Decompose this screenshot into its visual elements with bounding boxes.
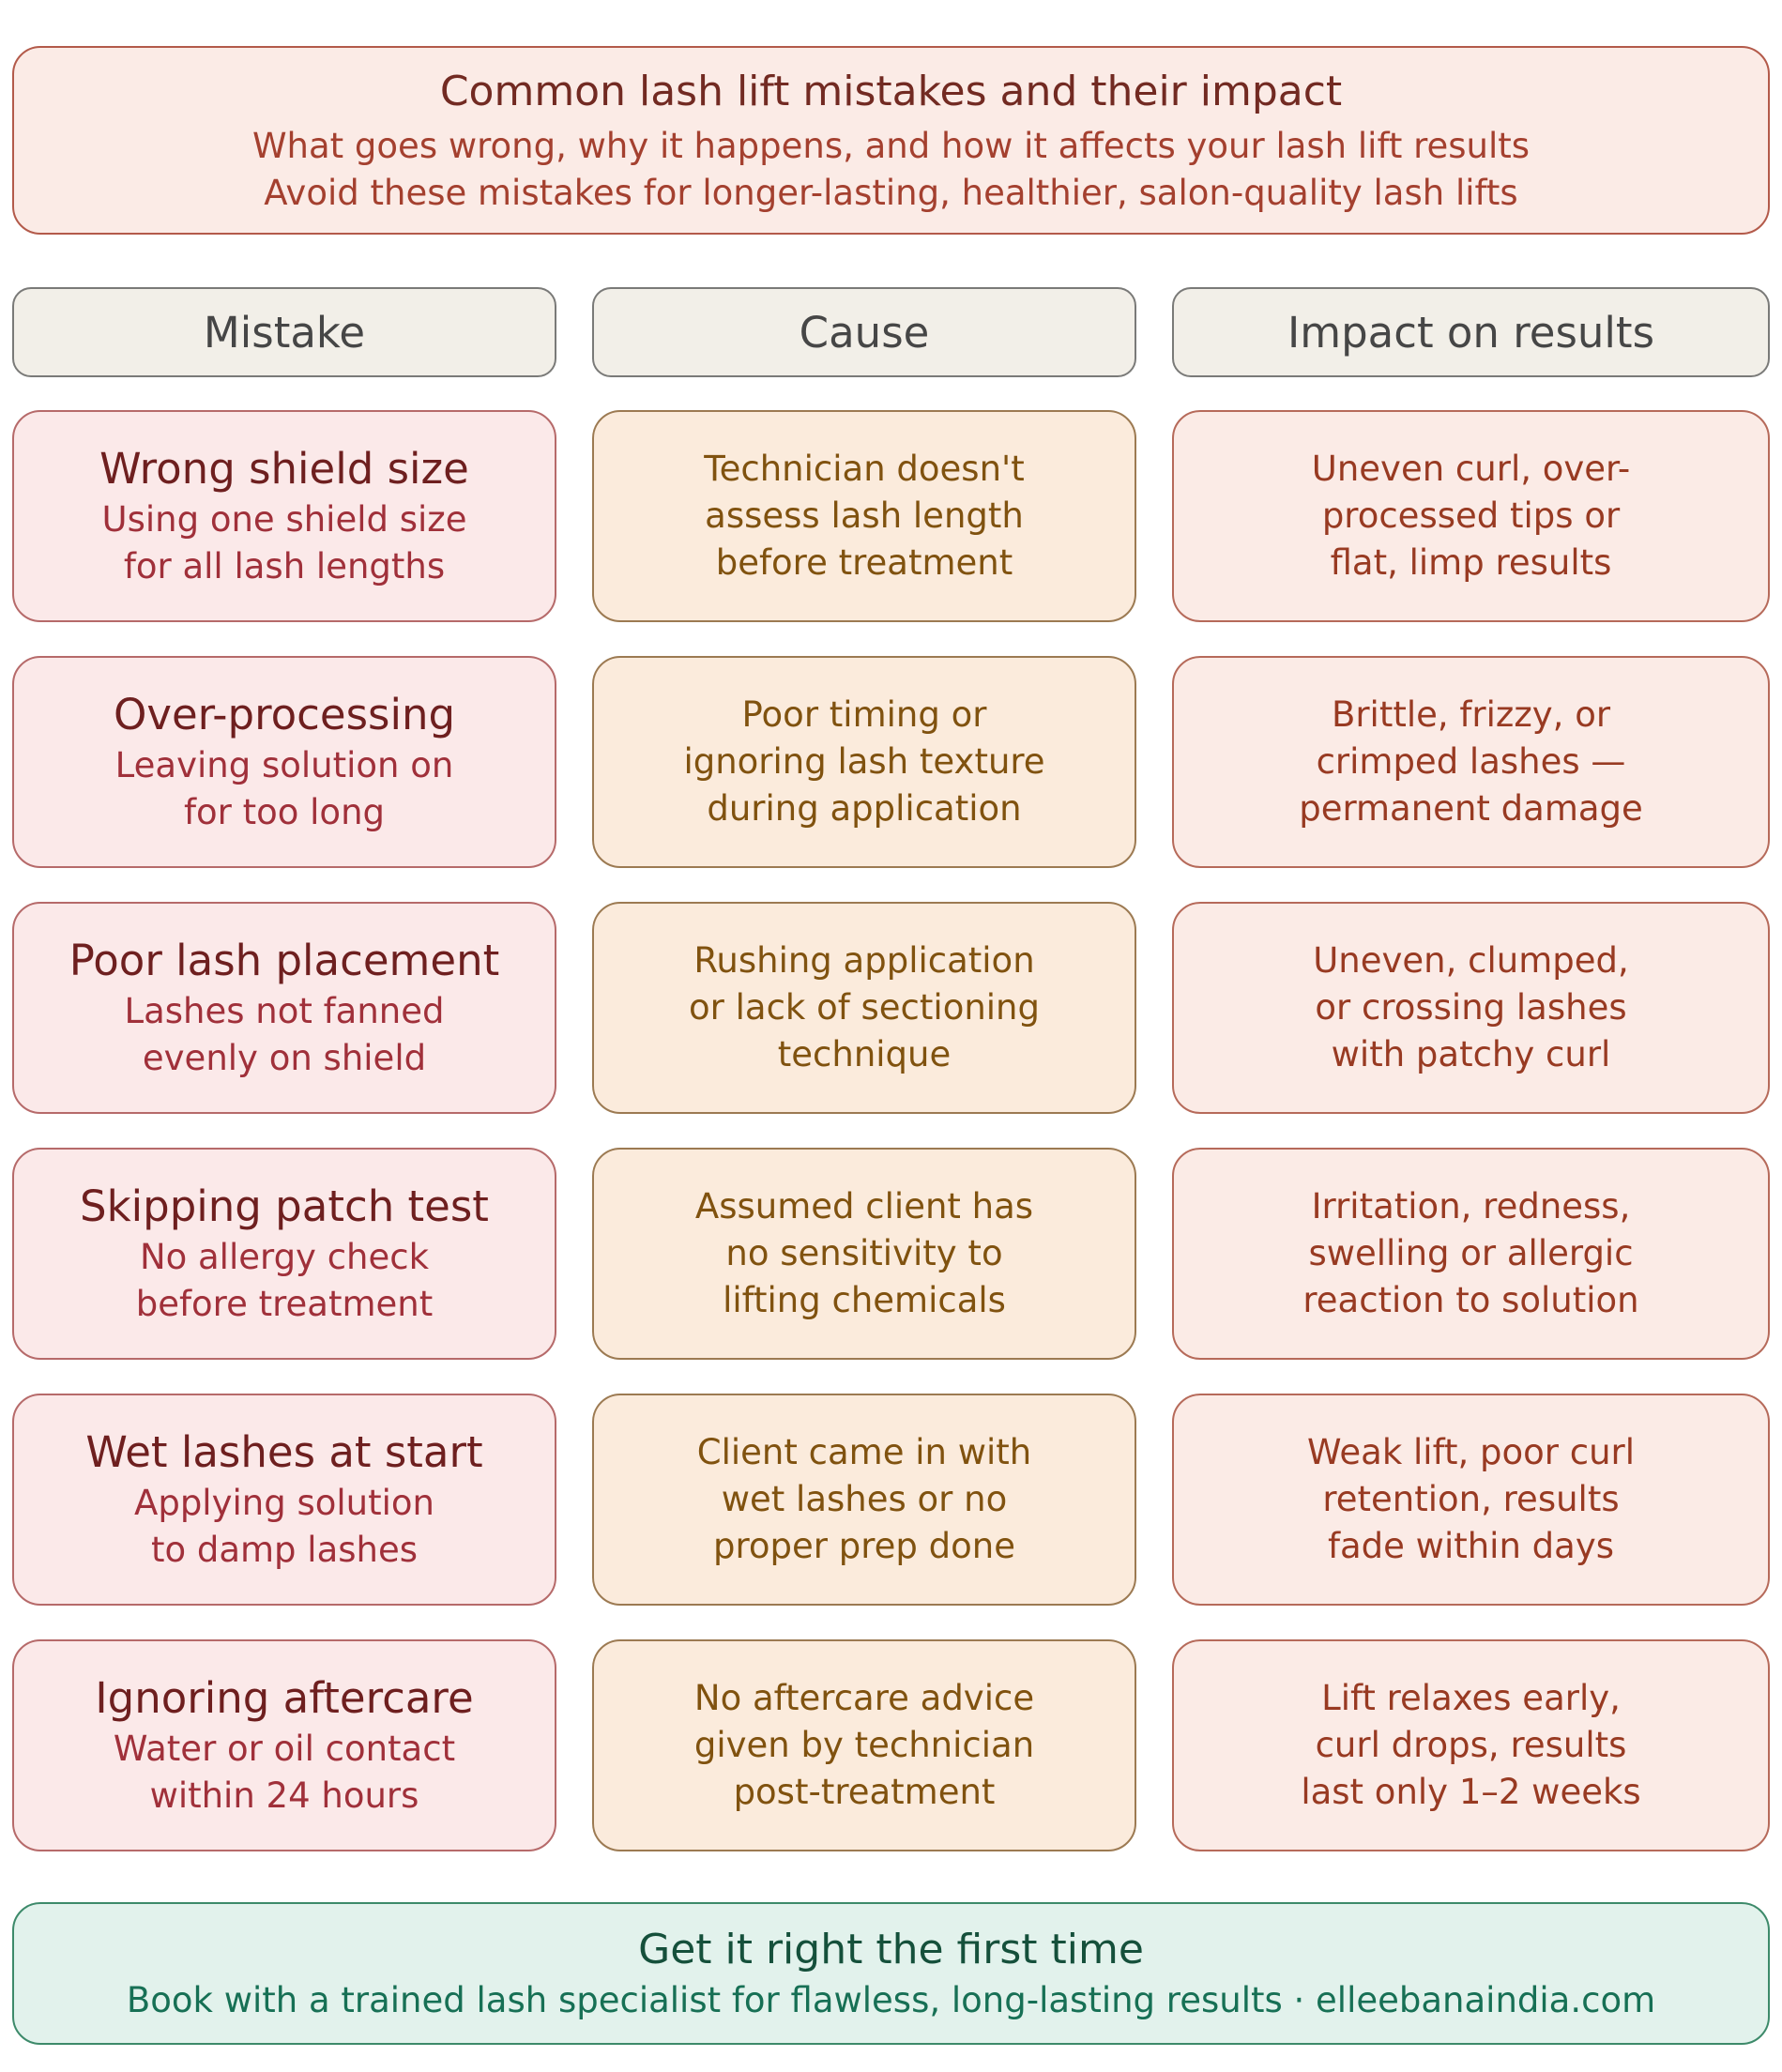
column-header-mistake [12,287,556,377]
mistake-cell [12,902,556,1114]
impact-text-line: permanent damage [1299,788,1643,829]
impact-text-line: Uneven, clumped, [1313,940,1629,981]
page-subtitle-1: What goes wrong, why it happens, and how it affects your lash lift results [251,125,1531,166]
cause-text-line: No aftercare advice [693,1678,1035,1718]
cause-text-line: proper prep done [713,1526,1015,1566]
impact-cell [1172,656,1770,868]
mistake-title: Wrong shield size [99,444,469,494]
impact-cell [1172,1394,1770,1606]
cause-text-line: technique [777,1034,952,1074]
footer-title: Get it right the first time [638,1926,1144,1973]
mistake-cell [12,410,556,622]
cause-cell [592,902,1136,1114]
mistake-title: Wet lashes at start [85,1427,483,1477]
mistake-title: Skipping patch test [80,1181,489,1231]
impact-text-line: retention, results [1322,1479,1620,1519]
impact-text-line: or crossing lashes [1315,987,1627,1028]
page-subtitle-2: Avoid these mistakes for longer-lasting, healthier, salon-quality lash lifts [264,172,1518,213]
mistake-description-line: for all lash lengths [123,546,446,587]
cause-cell [592,656,1136,868]
impact-text-line: last only 1–2 weeks [1301,1772,1641,1812]
mistake-description-line: before treatment [135,1284,434,1324]
impact-cell [1172,1148,1770,1360]
mistake-cell [12,1148,556,1360]
mistake-description-line: Applying solution [134,1483,434,1523]
mistake-title: Over-processing [113,690,456,739]
header-panel [12,46,1770,235]
impact-text-line: Brittle, frizzy, or [1331,694,1611,735]
column-header-mistake-label: Mistake [203,307,366,358]
mistake-cell [12,1639,556,1851]
impact-text-line: processed tips or [1321,495,1621,536]
impact-text-line: curl drops, results [1315,1725,1627,1765]
impact-text-line: reaction to solution [1302,1280,1639,1320]
cause-cell [592,1639,1136,1851]
impact-text-line: flat, limp results [1330,542,1612,583]
cause-text-line: Poor timing or [741,694,987,735]
impact-text-line: fade within days [1327,1526,1615,1566]
cause-cell [592,1394,1136,1606]
cause-text-line: Rushing application [693,940,1035,981]
column-header-impact [1172,287,1770,377]
mistake-cell [12,656,556,868]
mistake-cell [12,1394,556,1606]
mistake-description-line: No allergy check [139,1237,430,1277]
column-header-cause [592,287,1136,377]
impact-text-line: swelling or allergic [1308,1233,1634,1273]
column-header-cause-label: Cause [799,307,930,358]
mistake-title: Ignoring aftercare [95,1673,474,1723]
cause-text-line: post-treatment [733,1772,996,1812]
impact-text-line: crimped lashes — [1316,741,1626,782]
cause-text-line: ignoring lash texture [683,741,1045,782]
cause-text-line: or lack of sectioning [689,987,1040,1028]
cause-text-line: Technician doesn't [704,449,1025,489]
page-title: Common lash lift mistakes and their impact [439,67,1343,115]
impact-text-line: with patchy curl [1331,1034,1611,1074]
cause-text-line: during application [707,788,1022,829]
cause-text-line: assess lash length [705,495,1024,536]
mistake-description-line: Using one shield size [101,499,467,540]
impact-text-line: Uneven curl, over- [1311,449,1631,489]
mistake-description-line: Water or oil contact [113,1729,456,1769]
impact-text-line: Lift relaxes early, [1321,1678,1621,1718]
cause-text-line: given by technician [693,1725,1035,1765]
impact-cell [1172,410,1770,622]
mistake-title: Poor lash placement [69,936,500,985]
cause-text-line: lifting chemicals [723,1280,1006,1320]
cause-text-line: no sensitivity to [725,1233,1003,1273]
column-header-impact-label: Impact on results [1287,307,1655,358]
impact-text-line: Weak lift, poor curl [1306,1432,1636,1472]
cause-cell [592,410,1136,622]
mistake-description-line: to damp lashes [150,1530,419,1570]
mistake-description-line: Leaving solution on [114,745,454,785]
mistake-description-line: evenly on shield [142,1038,427,1078]
mistake-description-line: within 24 hours [149,1775,419,1816]
cause-text-line: Assumed client has [694,1186,1034,1226]
impact-text-line: Irritation, redness, [1311,1186,1631,1226]
mistake-description-line: for too long [183,792,386,832]
cause-text-line: wet lashes or no [721,1479,1008,1519]
impact-cell [1172,1639,1770,1851]
footer-panel [12,1902,1770,2045]
mistake-description-line: Lashes not fanned [124,991,445,1031]
footer-subtitle: Book with a trained lash specialist for flawless, long-lasting results · elleebanaindia.com [126,1980,1656,2020]
cause-text-line: Client came in with [696,1432,1032,1472]
impact-cell [1172,902,1770,1114]
cause-text-line: before treatment [715,542,1013,583]
cause-cell [592,1148,1136,1360]
